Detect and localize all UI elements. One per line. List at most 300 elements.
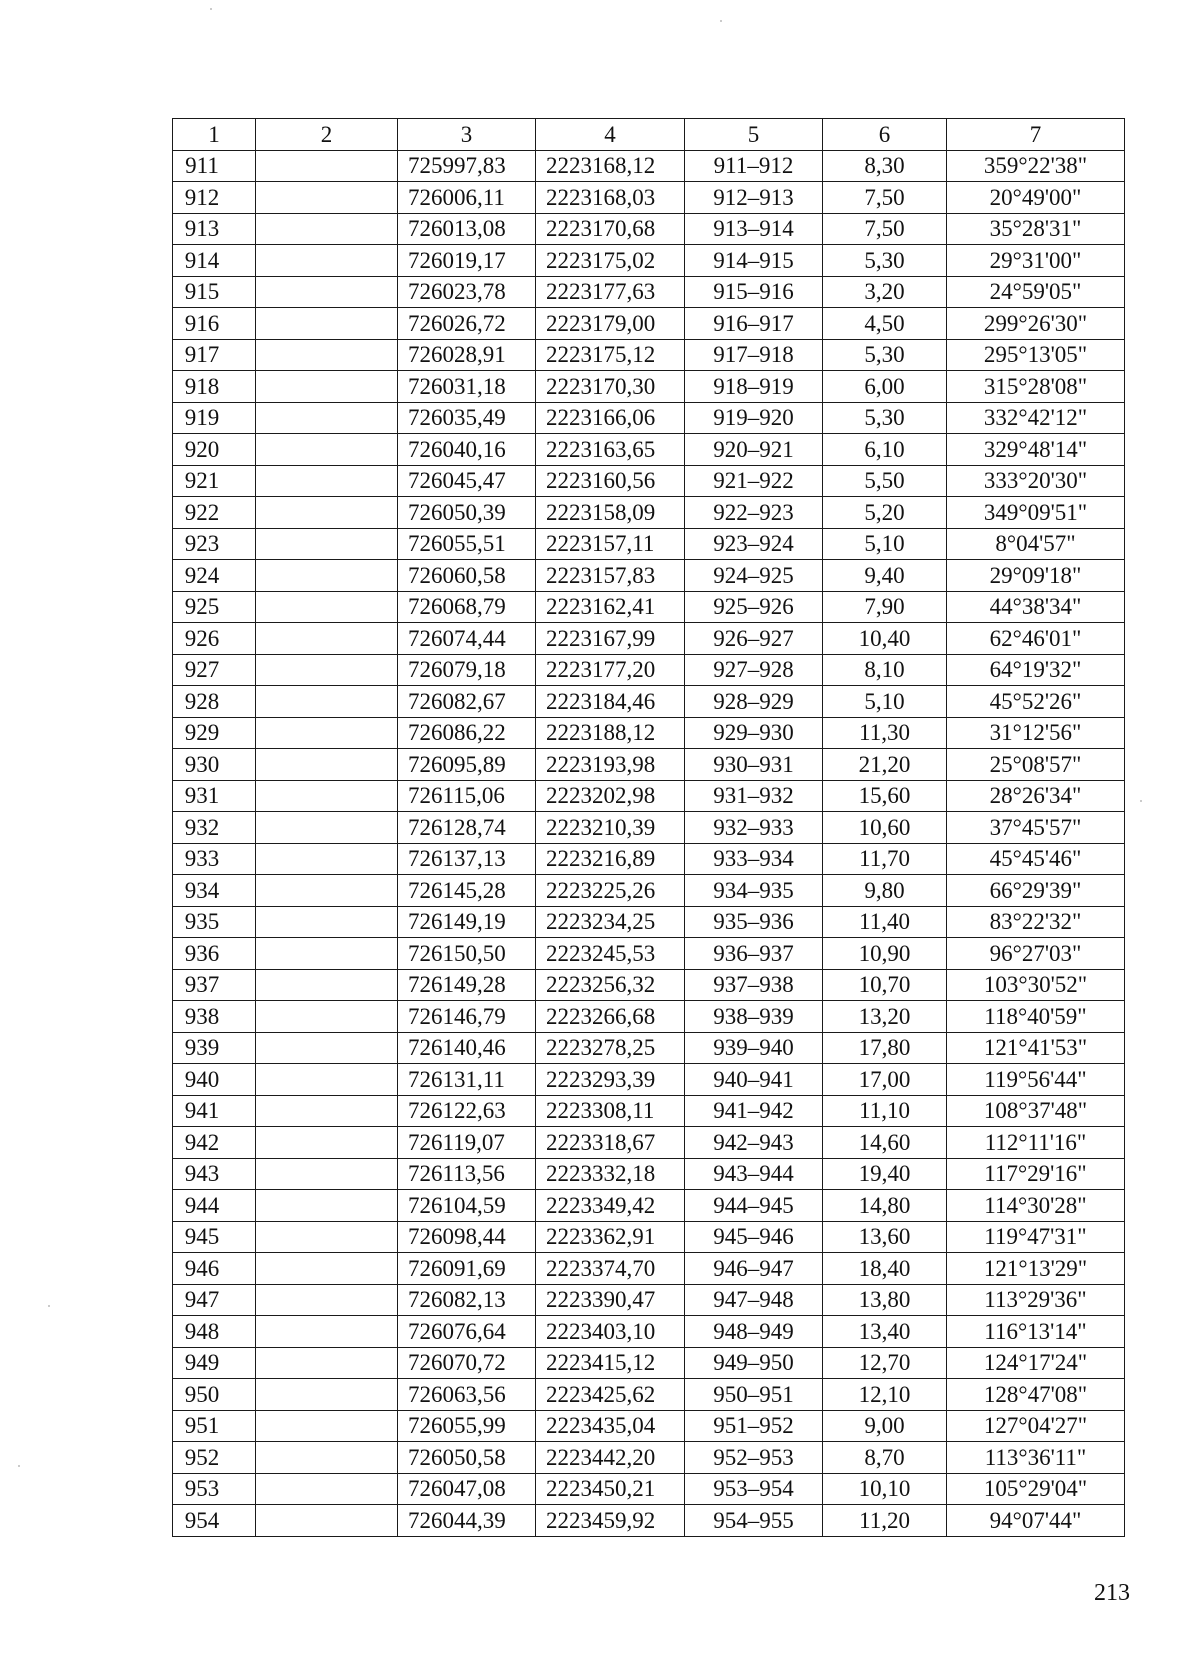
table-cell: 920 [173,434,256,466]
table-cell: 6,10 [823,434,947,466]
table-cell: 2223415,12 [536,1347,685,1379]
table-cell: 7,50 [823,213,947,245]
table-row [173,1473,1125,1505]
table-cell: 12,10 [823,1379,947,1411]
table-cell: 31°12'56" [947,717,1125,749]
table-cell [256,906,398,938]
table-row [173,1316,1125,1348]
column-header: 6 [823,119,947,151]
table-cell: 940 [173,1064,256,1096]
table-cell: 952–953 [685,1442,823,1474]
table-cell: 726113,56 [398,1158,536,1190]
table-cell: 64°19'32" [947,654,1125,686]
table-cell: 2223163,65 [536,434,685,466]
table-cell: 920–921 [685,434,823,466]
table-cell: 931 [173,780,256,812]
table-cell: 726035,49 [398,402,536,434]
table-cell: 933–934 [685,843,823,875]
table-cell: 10,90 [823,938,947,970]
scan-speck [210,8,212,10]
table-cell: 2223216,89 [536,843,685,875]
table-cell: 922–923 [685,497,823,529]
table-cell [256,371,398,403]
table-row [173,1379,1125,1411]
table-cell: 2223160,56 [536,465,685,497]
table-cell: 726045,47 [398,465,536,497]
table-cell: 7,50 [823,182,947,214]
table-cell: 24°59'05" [947,276,1125,308]
table-cell: 112°11'16" [947,1127,1125,1159]
table-cell: 8°04'57" [947,528,1125,560]
table-cell: 726082,67 [398,686,536,718]
table-cell: 2223349,42 [536,1190,685,1222]
table-cell [256,1379,398,1411]
table-cell: 25°08'57" [947,749,1125,781]
table-cell: 917 [173,339,256,371]
table-cell: 930 [173,749,256,781]
table-cell: 2223390,47 [536,1284,685,1316]
table-row [173,1001,1125,1033]
table-cell: 937–938 [685,969,823,1001]
table-cell: 726006,11 [398,182,536,214]
table-cell: 942 [173,1127,256,1159]
table-cell: 948–949 [685,1316,823,1348]
table-cell: 945 [173,1221,256,1253]
table-cell [256,591,398,623]
table-row [173,182,1125,214]
table-cell: 936 [173,938,256,970]
table-cell: 914–915 [685,245,823,277]
table-cell: 919 [173,402,256,434]
table-cell: 919–920 [685,402,823,434]
table-cell: 118°40'59" [947,1001,1125,1033]
table-cell: 2223225,26 [536,875,685,907]
column-header: 5 [685,119,823,151]
table-cell: 936–937 [685,938,823,970]
table-cell: 916–917 [685,308,823,340]
table-cell: 9,40 [823,560,947,592]
table-cell [256,686,398,718]
table-cell: 913 [173,213,256,245]
table-cell: 2223188,12 [536,717,685,749]
table-row [173,654,1125,686]
table-cell: 114°30'28" [947,1190,1125,1222]
table-row [173,938,1125,970]
table-row [173,434,1125,466]
table-cell: 726050,58 [398,1442,536,1474]
table-cell: 912 [173,182,256,214]
table-cell: 121°13'29" [947,1253,1125,1285]
table-cell: 4,50 [823,308,947,340]
table-row [173,1190,1125,1222]
table-cell: 2223210,39 [536,812,685,844]
table-cell [256,623,398,655]
table-cell: 952 [173,1442,256,1474]
table-row [173,276,1125,308]
table-cell: 726115,06 [398,780,536,812]
table-cell: 2223166,06 [536,402,685,434]
table-cell [256,938,398,970]
table-cell: 2223184,46 [536,686,685,718]
table-cell: 927 [173,654,256,686]
table-cell: 2223157,11 [536,528,685,560]
table-cell: 13,20 [823,1001,947,1033]
table-cell: 726146,79 [398,1001,536,1033]
table-cell: 953–954 [685,1473,823,1505]
table-row [173,371,1125,403]
table-cell: 14,60 [823,1127,947,1159]
table-row [173,339,1125,371]
table-row [173,1221,1125,1253]
table-cell [256,749,398,781]
table-cell [256,812,398,844]
table-cell [256,1127,398,1159]
table-cell [256,969,398,1001]
table-cell: 946 [173,1253,256,1285]
table-cell [256,213,398,245]
table-cell: 912–913 [685,182,823,214]
table-cell: 103°30'52" [947,969,1125,1001]
table-cell: 726074,44 [398,623,536,655]
table-cell: 924 [173,560,256,592]
table-cell [256,1001,398,1033]
table-cell: 2223442,20 [536,1442,685,1474]
table-cell: 94°07'44" [947,1505,1125,1537]
table-cell: 2223168,12 [536,150,685,182]
table-cell: 13,80 [823,1284,947,1316]
table-cell: 937 [173,969,256,1001]
table-header-row [173,119,1125,151]
table-cell: 726070,72 [398,1347,536,1379]
table-cell: 349°09'51" [947,497,1125,529]
table-cell: 18,40 [823,1253,947,1285]
table-cell [256,875,398,907]
table-cell: 2223179,00 [536,308,685,340]
table-cell: 930–931 [685,749,823,781]
scan-speck [720,20,722,22]
table-cell: 14,80 [823,1190,947,1222]
table-row [173,308,1125,340]
table-cell: 923 [173,528,256,560]
table-cell: 37°45'57" [947,812,1125,844]
table-cell: 29°31'00" [947,245,1125,277]
table-cell: 9,80 [823,875,947,907]
table-cell: 924–925 [685,560,823,592]
table-cell: 10,40 [823,623,947,655]
table-cell: 946–947 [685,1253,823,1285]
table-cell: 108°37'48" [947,1095,1125,1127]
table-cell: 725997,83 [398,150,536,182]
table-cell: 944–945 [685,1190,823,1222]
table-cell: 5,30 [823,245,947,277]
table-cell: 938 [173,1001,256,1033]
table-cell [256,497,398,529]
table-cell: 11,30 [823,717,947,749]
table-cell: 2223425,62 [536,1379,685,1411]
table-cell: 934–935 [685,875,823,907]
table-cell: 928 [173,686,256,718]
table-cell [256,150,398,182]
table-row [173,465,1125,497]
table-row [173,150,1125,182]
table-row [173,1127,1125,1159]
table-cell: 12,70 [823,1347,947,1379]
table-cell: 2223177,63 [536,276,685,308]
table-cell: 11,40 [823,906,947,938]
table-cell: 10,60 [823,812,947,844]
table-cell: 20°49'00" [947,182,1125,214]
table-cell: 726149,28 [398,969,536,1001]
table-cell: 2223158,09 [536,497,685,529]
table-cell: 726122,63 [398,1095,536,1127]
table-cell [256,276,398,308]
table-cell [256,1064,398,1096]
table-cell: 941–942 [685,1095,823,1127]
table-cell: 66°29'39" [947,875,1125,907]
table-cell: 2223245,53 [536,938,685,970]
page-number: 213 [1094,1580,1130,1606]
table-cell: 726098,44 [398,1221,536,1253]
table-cell: 127°04'27" [947,1410,1125,1442]
table-cell [256,717,398,749]
table-body [173,150,1125,1536]
table-cell: 8,30 [823,150,947,182]
table-cell: 5,30 [823,339,947,371]
table-cell: 7,90 [823,591,947,623]
table-cell: 2223278,25 [536,1032,685,1064]
table-cell: 929–930 [685,717,823,749]
table-cell: 932–933 [685,812,823,844]
table-row [173,906,1125,938]
table-cell: 726076,64 [398,1316,536,1348]
table-cell: 726150,50 [398,938,536,970]
table-cell: 2223459,92 [536,1505,685,1537]
table-cell [256,1442,398,1474]
table-cell: 2223177,20 [536,654,685,686]
table-cell: 917–918 [685,339,823,371]
table-cell: 726128,74 [398,812,536,844]
column-header: 3 [398,119,536,151]
table-row [173,497,1125,529]
table-cell: 943–944 [685,1158,823,1190]
table-cell: 113°29'36" [947,1284,1125,1316]
table-cell [256,245,398,277]
table-cell: 726119,07 [398,1127,536,1159]
table-cell: 726095,89 [398,749,536,781]
table-cell: 948 [173,1316,256,1348]
table-cell: 940–941 [685,1064,823,1096]
table-cell: 726031,18 [398,371,536,403]
table-cell [256,1473,398,1505]
table-cell: 726082,13 [398,1284,536,1316]
table-cell: 726047,08 [398,1473,536,1505]
table-cell: 726104,59 [398,1190,536,1222]
table-cell [256,339,398,371]
table-cell: 916 [173,308,256,340]
table-cell: 726055,99 [398,1410,536,1442]
table-row [173,245,1125,277]
table-row [173,1158,1125,1190]
table-cell: 3,20 [823,276,947,308]
table-cell: 2223374,70 [536,1253,685,1285]
table-cell: 726091,69 [398,1253,536,1285]
table-cell: 17,00 [823,1064,947,1096]
table-cell: 359°22'38" [947,150,1125,182]
table-row [173,812,1125,844]
table-cell: 35°28'31" [947,213,1125,245]
table-row [173,591,1125,623]
table-cell: 726013,08 [398,213,536,245]
table-cell: 45°45'46" [947,843,1125,875]
table-cell: 915 [173,276,256,308]
table-cell: 954 [173,1505,256,1537]
table-cell: 2223362,91 [536,1221,685,1253]
table-cell: 2223450,21 [536,1473,685,1505]
table-cell: 726079,18 [398,654,536,686]
table-row [173,843,1125,875]
table-cell: 295°13'05" [947,339,1125,371]
table-row [173,528,1125,560]
table-cell: 935–936 [685,906,823,938]
table-cell: 44°38'34" [947,591,1125,623]
table-cell [256,1158,398,1190]
table-row [173,1505,1125,1537]
table-cell: 8,70 [823,1442,947,1474]
table-cell: 951 [173,1410,256,1442]
table-cell: 925 [173,591,256,623]
table-cell: 45°52'26" [947,686,1125,718]
table-row [173,717,1125,749]
table-cell: 5,10 [823,686,947,718]
table-row [173,1284,1125,1316]
table-cell: 922 [173,497,256,529]
table-cell [256,1221,398,1253]
table-cell: 121°41'53" [947,1032,1125,1064]
table-cell: 2223157,83 [536,560,685,592]
table-cell: 2223266,68 [536,1001,685,1033]
table-cell: 83°22'32" [947,906,1125,938]
column-header: 2 [256,119,398,151]
scan-speck [48,1305,50,1307]
table-cell [256,434,398,466]
table-cell: 2223167,99 [536,623,685,655]
table-cell: 113°36'11" [947,1442,1125,1474]
table-cell: 944 [173,1190,256,1222]
table-cell: 11,10 [823,1095,947,1127]
table-cell: 918–919 [685,371,823,403]
table-cell: 726055,51 [398,528,536,560]
table-cell: 299°26'30" [947,308,1125,340]
table-cell: 333°20'30" [947,465,1125,497]
table-row [173,749,1125,781]
table-cell: 911 [173,150,256,182]
table-cell: 2223170,30 [536,371,685,403]
table-cell [256,1284,398,1316]
table-cell: 2223193,98 [536,749,685,781]
table-cell: 2223318,67 [536,1127,685,1159]
table-cell: 2223168,03 [536,182,685,214]
table-cell [256,560,398,592]
table-cell: 950 [173,1379,256,1411]
table-cell: 726028,91 [398,339,536,371]
table-cell: 2223256,32 [536,969,685,1001]
table-cell: 947–948 [685,1284,823,1316]
table-cell: 926–927 [685,623,823,655]
table-cell: 726137,13 [398,843,536,875]
table-cell: 953 [173,1473,256,1505]
table-row [173,780,1125,812]
table-cell: 332°42'12" [947,402,1125,434]
table-cell [256,465,398,497]
table-cell: 315°28'08" [947,371,1125,403]
table-cell: 918 [173,371,256,403]
table-cell: 931–932 [685,780,823,812]
table-cell: 10,10 [823,1473,947,1505]
table-cell: 5,10 [823,528,947,560]
table-cell: 96°27'03" [947,938,1125,970]
table-row [173,402,1125,434]
table-cell: 2223403,10 [536,1316,685,1348]
table-cell [256,528,398,560]
table-cell: 945–946 [685,1221,823,1253]
table-cell: 932 [173,812,256,844]
table-row [173,623,1125,655]
table-cell: 925–926 [685,591,823,623]
table-cell: 928–929 [685,686,823,718]
table-cell [256,1253,398,1285]
table-cell: 13,40 [823,1316,947,1348]
table-cell: 914 [173,245,256,277]
table-cell: 2223170,68 [536,213,685,245]
table-cell: 21,20 [823,749,947,781]
table-cell: 13,60 [823,1221,947,1253]
table-cell: 921 [173,465,256,497]
table-cell: 935 [173,906,256,938]
table-cell [256,1347,398,1379]
coordinates-table [172,118,1125,1537]
table-cell: 726060,58 [398,560,536,592]
table-cell: 726068,79 [398,591,536,623]
table-row [173,213,1125,245]
table-cell: 939–940 [685,1032,823,1064]
table-cell [256,654,398,686]
table-cell: 947 [173,1284,256,1316]
table-cell: 921–922 [685,465,823,497]
table-row [173,1064,1125,1096]
table-cell: 949–950 [685,1347,823,1379]
table-cell: 726026,72 [398,308,536,340]
table-cell: 941 [173,1095,256,1127]
scan-speck [18,1465,20,1467]
table-cell: 329°48'14" [947,434,1125,466]
table-cell: 951–952 [685,1410,823,1442]
column-header: 7 [947,119,1125,151]
table-cell: 913–914 [685,213,823,245]
table-cell: 10,70 [823,969,947,1001]
table-cell: 934 [173,875,256,907]
table-cell: 943 [173,1158,256,1190]
table-cell: 923–924 [685,528,823,560]
table-cell [256,308,398,340]
scan-speck [1140,800,1142,802]
table-cell: 726131,11 [398,1064,536,1096]
table-cell: 6,00 [823,371,947,403]
table-cell: 28°26'34" [947,780,1125,812]
table-cell [256,843,398,875]
table-cell: 117°29'16" [947,1158,1125,1190]
table-cell: 8,10 [823,654,947,686]
table-row [173,1442,1125,1474]
